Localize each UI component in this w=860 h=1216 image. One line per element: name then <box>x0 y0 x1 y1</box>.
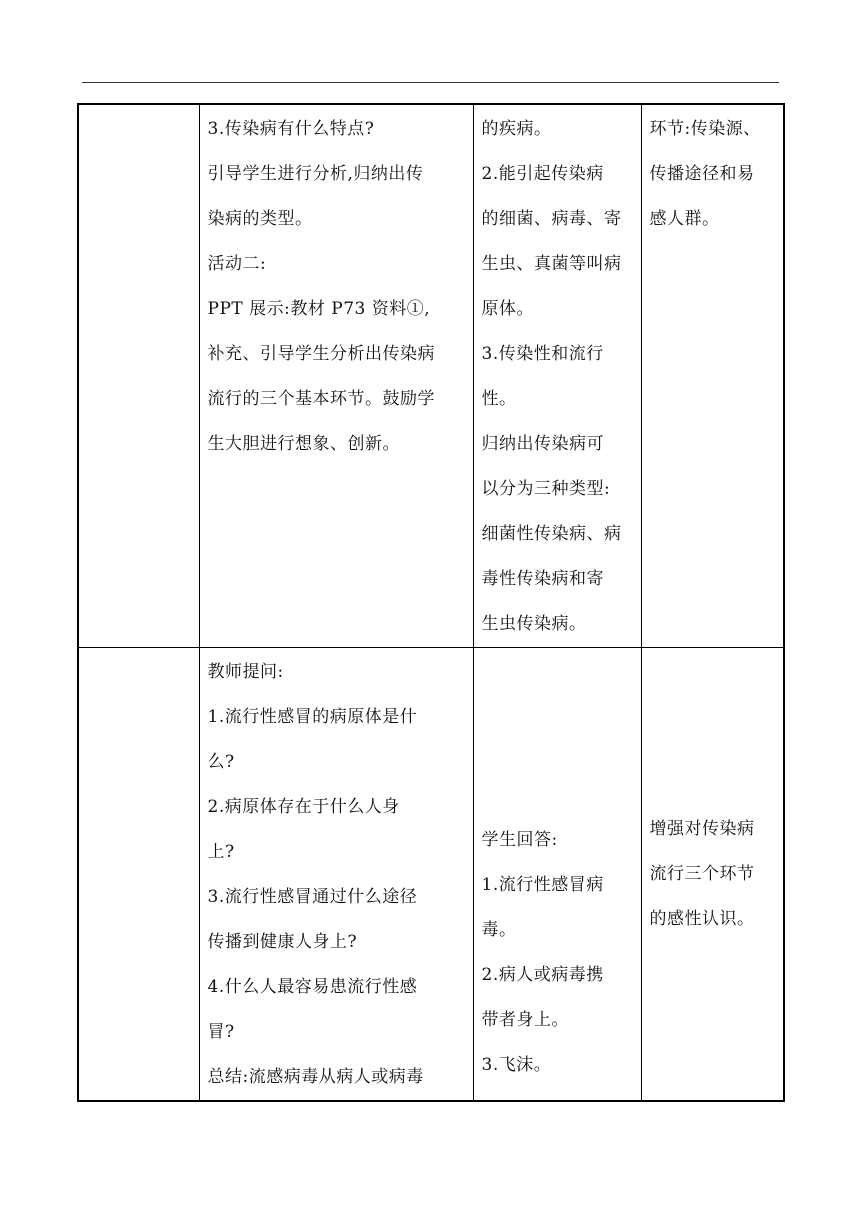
teacher-line: 上? <box>207 842 235 862</box>
student-line: 的细菌、病毒、寄 <box>481 209 622 229</box>
teacher-line: 2.病原体存在于什么人身 <box>207 797 400 817</box>
teacher-line: 染病的类型。 <box>207 209 313 229</box>
teacher-line: 总结:流感病毒从病人或病毒 <box>207 1067 424 1087</box>
intent-line: 增强对传染病 <box>649 818 755 839</box>
lesson-plan-table <box>77 103 785 1102</box>
teacher-line: 引导学生进行分析,归纳出传 <box>207 164 424 184</box>
teacher-line: 4.什么人最容易患流行性感 <box>207 977 418 997</box>
teacher-line: 教师提问: <box>207 662 284 682</box>
table-row <box>78 104 784 648</box>
intent-line: 环节:传染源、 <box>649 119 761 139</box>
teacher-line: 活动二: <box>207 254 267 274</box>
stage-cell <box>78 104 199 648</box>
student-line: 原体。 <box>481 299 534 319</box>
student-line: 3.飞沫。 <box>481 1055 552 1075</box>
student-line: 2.能引起传染病 <box>481 164 604 184</box>
header-rule <box>82 82 779 83</box>
teacher-line: 传播到健康人身上? <box>207 932 358 952</box>
intent-line: 流行三个环节 <box>649 863 755 884</box>
teacher-line: 3.传染病有什么特点? <box>207 119 375 139</box>
student-line: 生虫、真菌等叫病 <box>481 254 622 274</box>
student-line: 毒。 <box>481 920 517 940</box>
student-line: 以分为三种类型: <box>481 479 611 499</box>
teacher-line: 补充、引导学生分析出传染病 <box>207 344 435 364</box>
student-line: 2.病人或病毒携 <box>481 965 604 985</box>
teacher-line: 生大胆进行想象、创新。 <box>207 434 400 454</box>
teacher-activity-cell <box>199 648 473 1102</box>
student-line: 毒性传染病和寄 <box>481 569 604 589</box>
student-line: 性。 <box>481 389 517 409</box>
student-line: 生虫传染病。 <box>481 614 587 634</box>
student-line: 细菌性传染病、病 <box>481 524 622 544</box>
cell-spacer <box>482 650 633 818</box>
design-intent-cell <box>641 648 784 1102</box>
student-activity-cell <box>473 648 641 1102</box>
stage-cell <box>78 648 199 1102</box>
intent-line: 感人群。 <box>649 209 720 229</box>
design-intent-cell <box>641 104 784 648</box>
student-activity-cell <box>473 104 641 648</box>
student-line: 1.流行性感冒病 <box>481 875 604 895</box>
student-line: 学生回答: <box>481 830 558 850</box>
teacher-line: PPT 展示:教材 P73 资料①, <box>207 299 431 319</box>
student-line: 归纳出传染病可 <box>481 434 604 454</box>
teacher-line: 么? <box>207 752 235 772</box>
student-line: 的疾病。 <box>481 119 552 139</box>
teacher-line: 1.流行性感冒的病原体是什 <box>207 707 418 727</box>
table-row <box>78 648 784 1102</box>
teacher-line: 流行的三个基本环节。鼓励学 <box>207 389 435 409</box>
teacher-line: 冒? <box>207 1022 235 1042</box>
teacher-activity-cell <box>199 104 473 648</box>
student-line: 带者身上。 <box>481 1010 569 1030</box>
intent-line: 传播途径和易 <box>649 164 755 184</box>
teacher-line: 3.流行性感冒通过什么途径 <box>207 887 418 907</box>
intent-line: 的感性认识。 <box>649 908 755 929</box>
student-line: 3.传染性和流行 <box>481 344 604 364</box>
